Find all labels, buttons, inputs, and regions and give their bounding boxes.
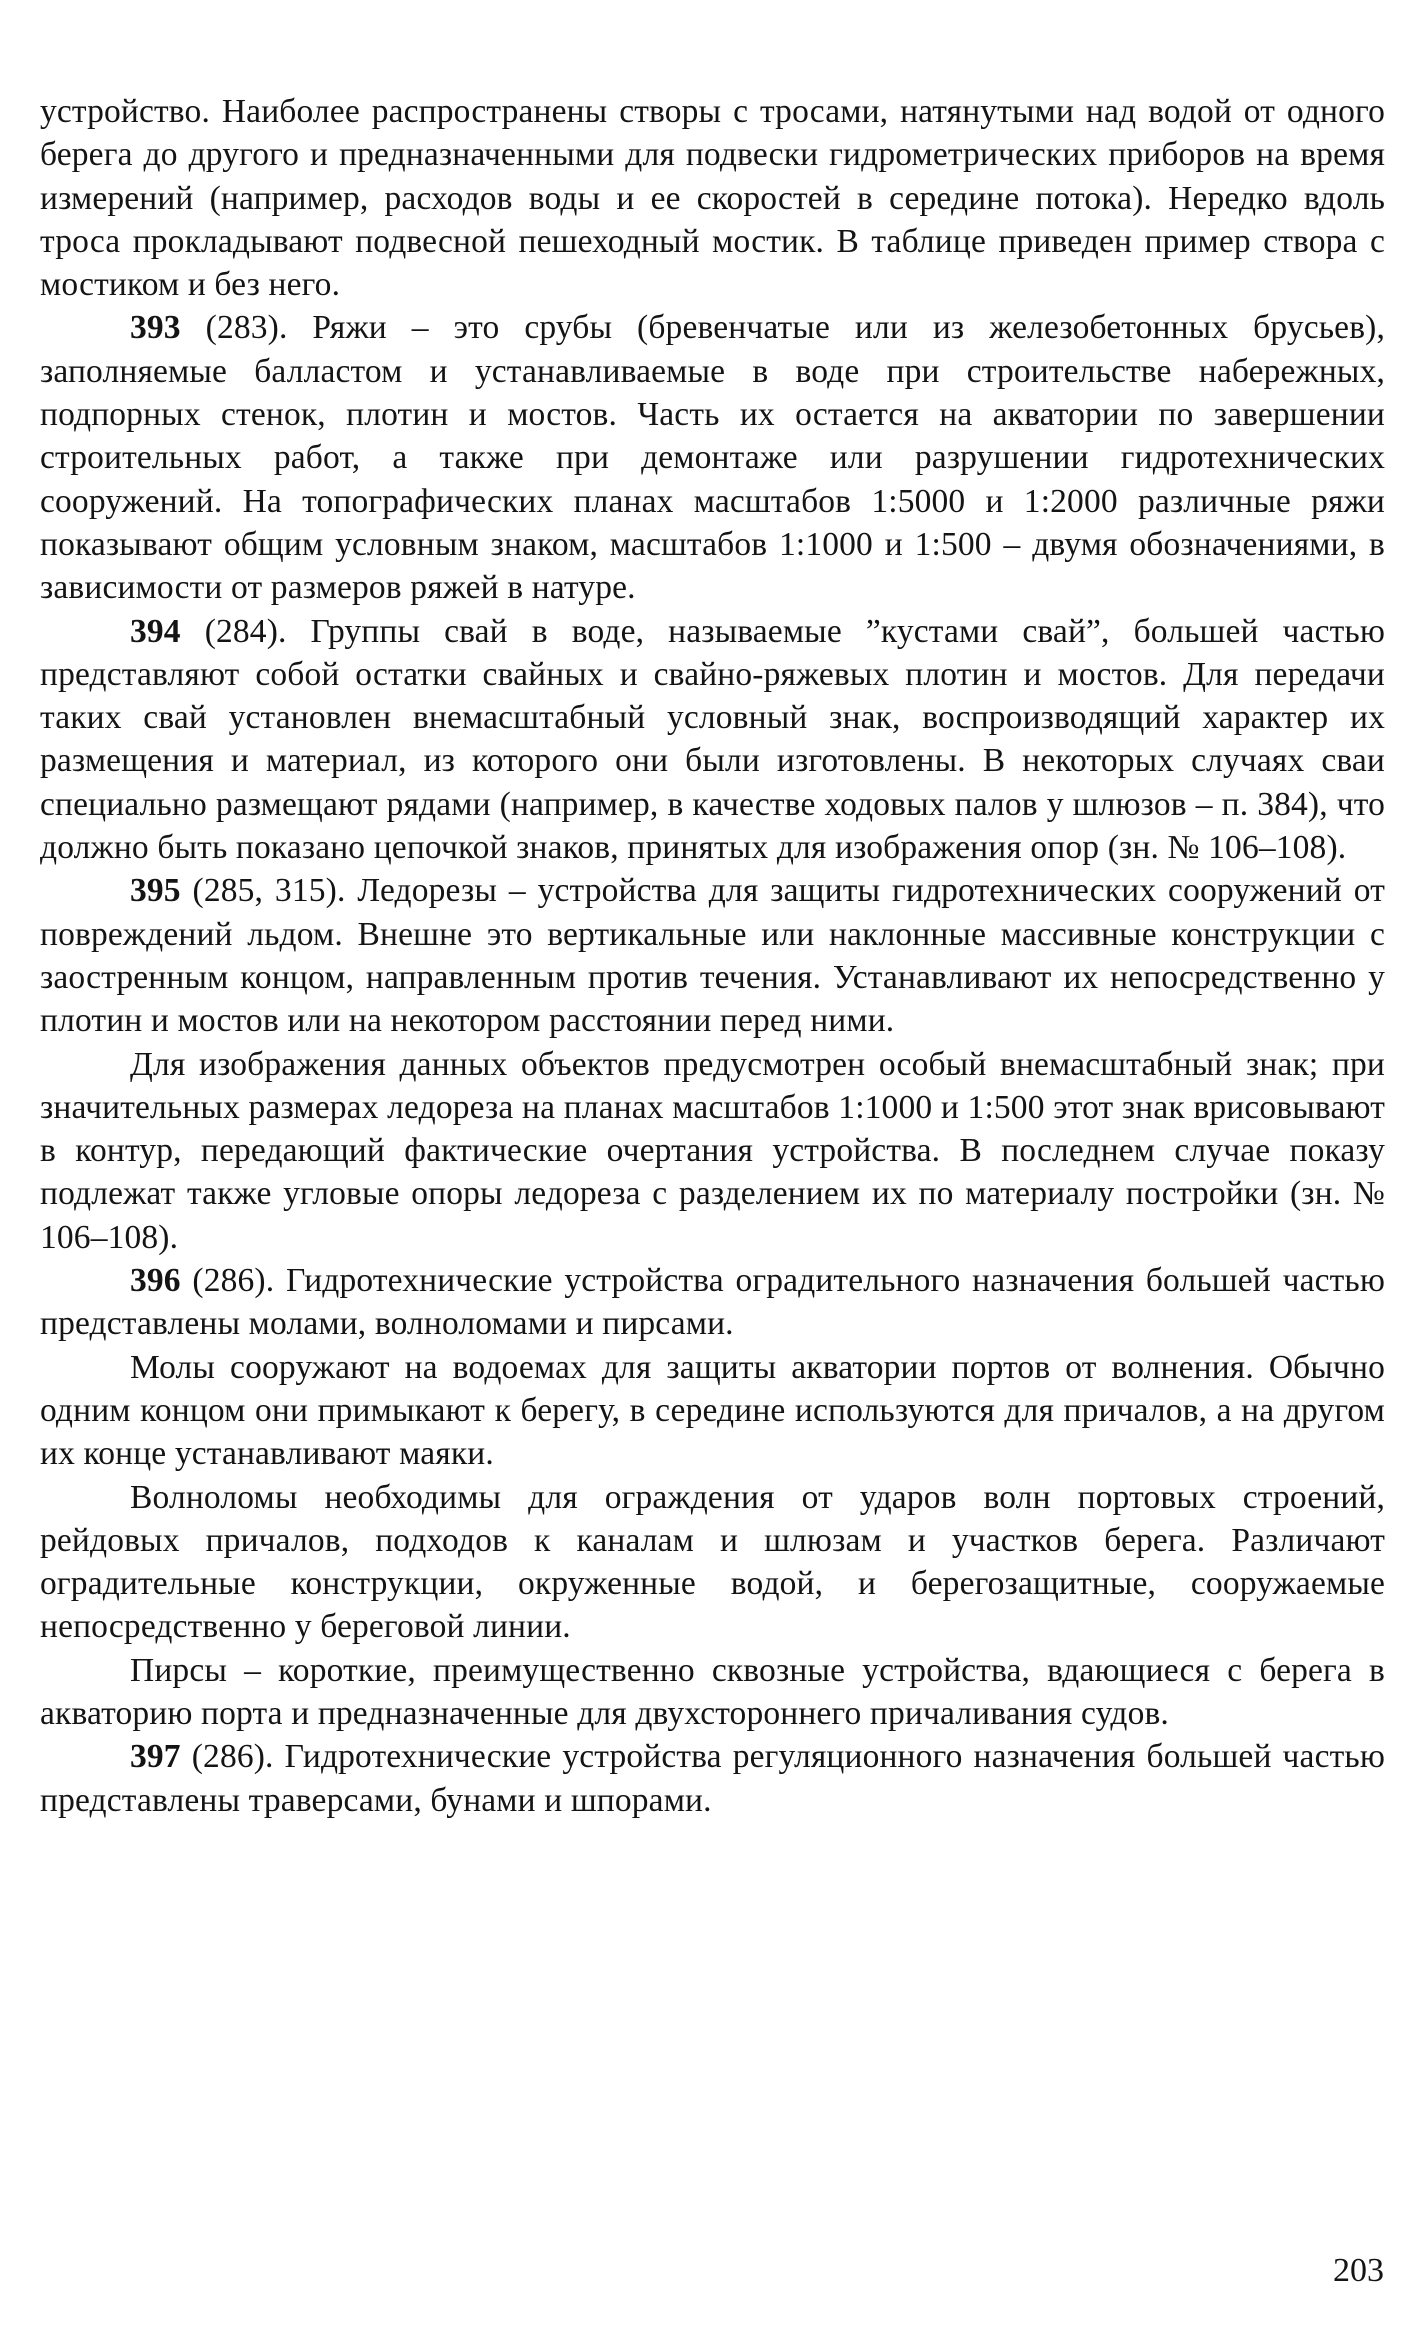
page-number: 203 bbox=[1333, 2252, 1384, 2289]
paragraph-text: (283). Ряжи – это срубы (бревенчатые или из железобетонных брусьев), заполняемые балластом и устанавливаемые в воде при строительстве набережных, подпорных стенок, плотин и мостов. Часть их остается на акватории по завершении строительных работ, а также при демонтаже или разрушении гидротехнических сооружений. На топографических планах масштабов 1:5000 и 1:2000 различные ряжи показывают общим условным знаком, масштабов 1:1000 и 1:500 – двумя обозначениями, в зависимости от размеров ряжей в натуре. bbox=[40, 309, 1385, 607]
paragraph-text: Для изображения данных объектов предусмотрен особый внемасштабный знак; при значительных размерах ледореза на планах масштабов 1:1000 и 1:500 этот знак врисовывают в контур, передающий фактические очертания устройства. В последнем случае показу подлежат также угловые опоры ледореза с разделением их по материалу постройки (зн. № 106–108). bbox=[40, 1045, 1385, 1256]
paragraph-number: 396 bbox=[130, 1262, 181, 1300]
paragraph-text: устройство. Наиболее распространены створы с тросами, натянутыми над водой от одного берега до другого и предназначенными для подвески гидрометрических приборов на время измерений (например, расходов воды и ее скоростей в середине потока). Нередко вдоль троса прокладывают подвесной пешеходный мостик. В таблице приведен пример створа с мостиком и без него. bbox=[40, 93, 1385, 304]
paragraph-text: (286). Гидротехнические устройства регуляционного назначения большей частью представлены траверсами, бунами и шпорами. bbox=[40, 1738, 1385, 1819]
paragraph-text: Пирсы – короткие, преимущественно сквозные устройства, вдающиеся с берега в акваторию порта и предназначенные для двухстороннего причаливания судов. bbox=[40, 1651, 1385, 1732]
paragraph-number: 393 bbox=[130, 309, 181, 347]
paragraph-number: 395 bbox=[130, 872, 181, 910]
paragraph bbox=[40, 90, 1385, 306]
paragraph-text: Молы сооружают на водоемах для защиты акватории портов от волнения. Обычно одним концом они примыкают к берегу, в середине используются для причалов, а на другом их конце устанавливают маяки. bbox=[40, 1348, 1385, 1473]
paragraph bbox=[40, 1346, 1385, 1476]
paragraph-393 bbox=[40, 306, 1385, 609]
paragraph-396 bbox=[40, 1259, 1385, 1346]
paragraph bbox=[40, 1476, 1385, 1649]
paragraph bbox=[40, 1649, 1385, 1736]
paragraph-text: (286). Гидротехнические устройства оградительного назначения большей частью представлены молами, волноломами и пирсами. bbox=[40, 1262, 1385, 1343]
paragraph bbox=[40, 1043, 1385, 1259]
paragraph-397 bbox=[40, 1735, 1385, 1822]
paragraph-text: (284). Группы свай в воде, называемые ”кустами свай”, большей частью представляют собой остатки свайных и свайно-ряжевых плотин и мостов. Для передачи таких свай установлен внемасштабный условный знак, воспроизводящий характер их размещения и материал, из которого они были изготовлены. В некоторых случаях сваи специально размещают рядами (например, в качестве ходовых палов у шлюзов – п. 384), что должно быть показано цепочкой знаков, принятых для изображения опор (зн. № 106–108). bbox=[40, 612, 1385, 867]
paragraph-395 bbox=[40, 869, 1385, 1042]
paragraph-394 bbox=[40, 610, 1385, 870]
paragraph-text: (285, 315). Ледорезы – устройства для защиты гидротехнических сооружений от повреждений льдом. Внешне это вертикальные или наклонные массивные конструкции с заостренным концом, направленным против течения. Устанавливают их непосредственно у плотин и мостов или на некотором расстоянии перед ними. bbox=[40, 872, 1385, 1040]
paragraph-number: 397 bbox=[130, 1738, 181, 1776]
paragraph-text: Волноломы необходимы для ограждения от ударов волн портовых строений, рейдовых причалов, подходов к каналам и шлюзам и участков берега. Различают оградительные конструкции, окруженные водой, и берегозащитные, сооружаемые непосредственно у береговой линии. bbox=[40, 1478, 1385, 1646]
page-body-text bbox=[40, 90, 1385, 1822]
paragraph-number: 394 bbox=[130, 612, 181, 650]
